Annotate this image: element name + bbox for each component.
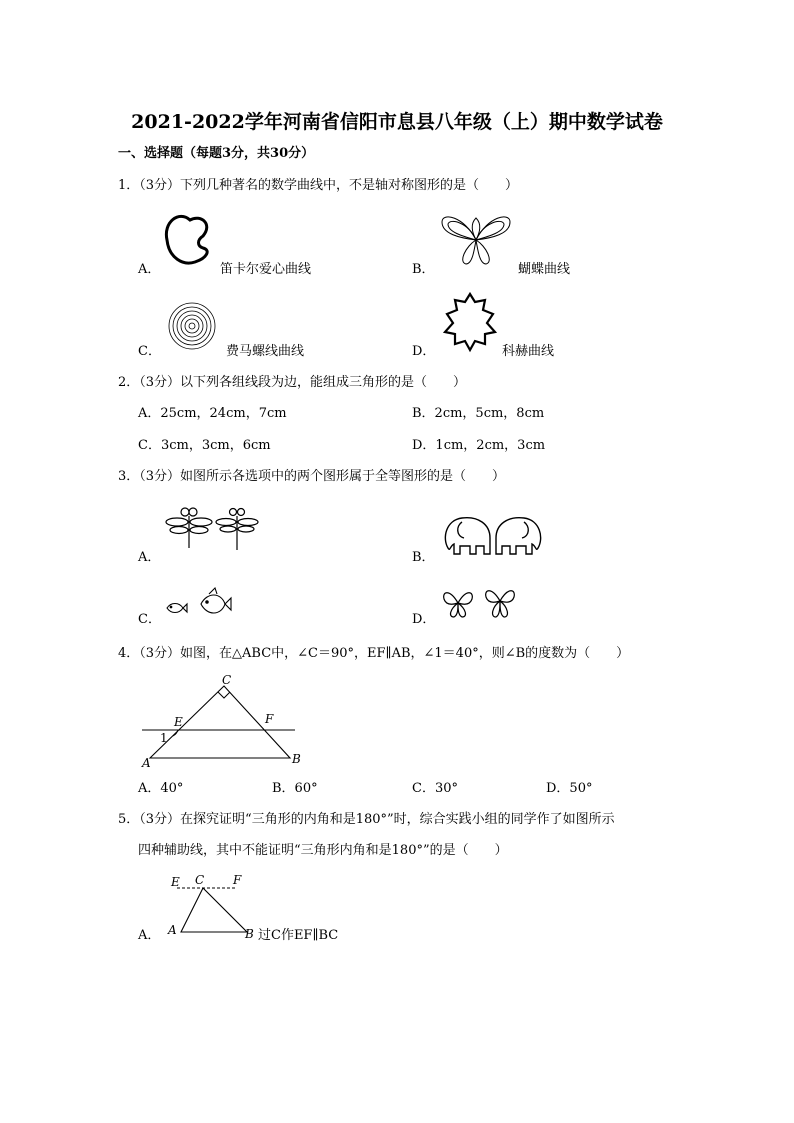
q4-option-d: D．50° — [546, 781, 593, 796]
q3-option-b-letter: B． — [412, 550, 435, 565]
dragonfly-pair-icon — [163, 504, 258, 554]
q4-option-b: B．60° — [272, 781, 318, 796]
q3-option-c-letter: C． — [138, 612, 161, 627]
q5-option-a-caption: 过C作EF∥BC — [258, 928, 339, 943]
butterfly-pair-icon — [440, 585, 520, 621]
q2-option-d: D．1cm，2cm，3cm — [412, 438, 546, 453]
q1-option-c-letter: C． — [138, 344, 161, 359]
q1-option-c-caption: 费马螺线曲线 — [226, 344, 305, 359]
q5-label-e: E — [171, 875, 180, 889]
q3-option-d-letter: D． — [412, 612, 436, 627]
q1-option-d-caption: 科赫曲线 — [502, 344, 555, 359]
q2-option-c: C．3cm，3cm，6cm — [138, 438, 271, 453]
q4-label-c: C — [222, 673, 232, 687]
q4-option-a: A．40° — [138, 781, 184, 796]
q4-label-f: F — [265, 712, 274, 726]
q1-option-b-letter: B． — [412, 262, 435, 277]
q3-stem: 3．（3分）如图所示各选项中的两个图形属于全等图形的是（ ） — [118, 469, 506, 484]
q4-stem: 4．（3分）如图，在△ABC中，∠C＝90°，EF∥AB，∠1＝40°，则∠B的度数为（ ） — [118, 646, 630, 661]
section-heading: 一、选择题（每题3分，共30分） — [118, 146, 315, 161]
q1-option-a-letter: A． — [138, 262, 161, 277]
q1-option-b-caption: 蝴蝶曲线 — [518, 262, 571, 277]
q4-option-c: C．30° — [412, 781, 458, 796]
q1-option-a-caption: 笛卡尔爱心曲线 — [220, 262, 312, 277]
q2-stem: 2．（3分）以下列各组线段为边，能组成三角形的是（ ） — [118, 375, 467, 390]
q4-triangle-figure — [140, 672, 310, 768]
q4-label-b: B — [292, 752, 301, 766]
q5-option-a-letter: A． — [138, 928, 161, 943]
q4-label-e: E — [174, 715, 183, 729]
cardioid-curve-icon — [163, 214, 213, 270]
q5-option-a-figure — [165, 870, 260, 942]
q5-label-b: B — [245, 927, 254, 941]
q1-option-d-letter: D． — [412, 344, 436, 359]
page-title: 2021-2022学年河南省信阳市息县八年级（上）期中数学试卷 — [131, 111, 663, 133]
q1-stem: 1．（3分）下列几种著名的数学曲线中，不是轴对称图形的是（ ） — [118, 178, 519, 193]
elephant-pair-icon — [440, 514, 546, 558]
q2-option-a: A．25cm，24cm，7cm — [138, 406, 287, 421]
fish-pair-icon — [165, 586, 231, 620]
q4-label-a: A — [142, 756, 151, 770]
q5-stem-line1: 5．（3分）在探究证明“三角形的内角和是180°”时，综合实践小组的同学作了如图所示 — [118, 812, 615, 827]
q5-label-f: F — [233, 873, 242, 887]
fermat-spiral-icon — [166, 301, 218, 351]
q5-stem-line2: 四种辅助线，其中不能证明“三角形内角和是180°”的是（ ） — [138, 843, 508, 858]
butterfly-curve-icon — [440, 212, 512, 266]
q2-option-b: B．2cm，5cm，8cm — [412, 406, 545, 421]
q3-option-a-letter: A． — [138, 550, 161, 565]
koch-snowflake-icon — [441, 292, 499, 354]
q5-label-c: C — [195, 873, 205, 887]
q4-label-angle1: 1 — [160, 731, 168, 745]
q5-label-a: A — [168, 923, 177, 937]
